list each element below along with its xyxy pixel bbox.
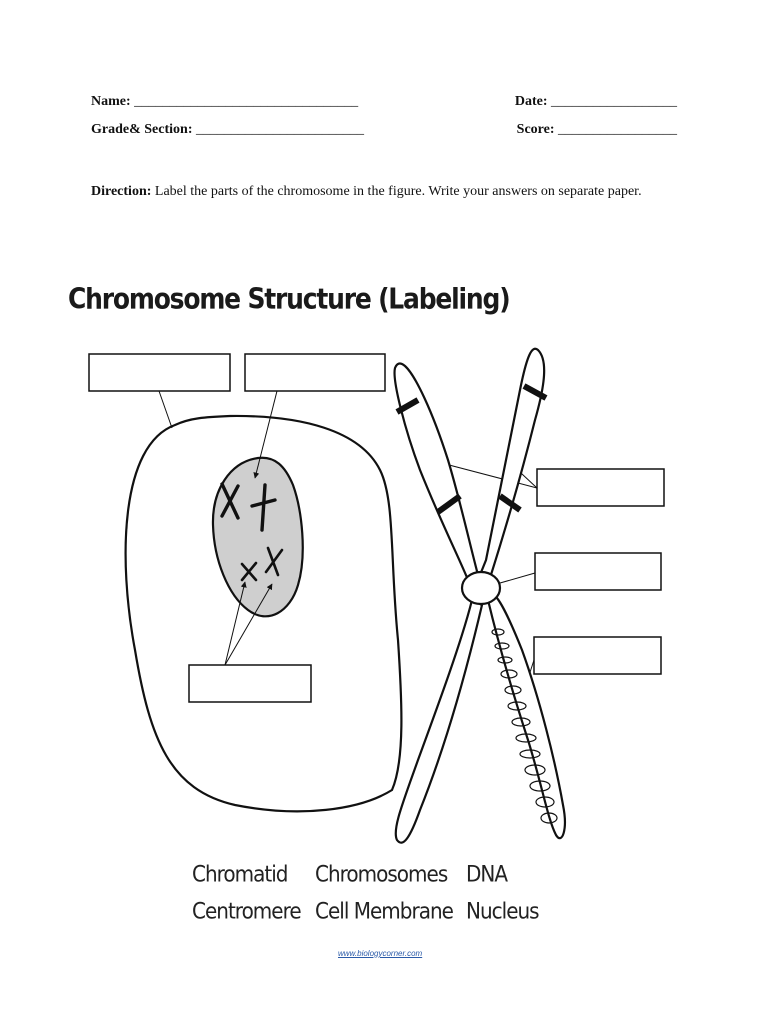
name-label: Name: xyxy=(91,94,131,109)
word-bank-item: Cell Membrane xyxy=(315,897,453,924)
date-line: __________________ xyxy=(551,94,677,109)
word-bank-item: Centromere xyxy=(192,897,301,924)
score-label: Score: xyxy=(516,122,555,137)
word-bank-item: Nucleus xyxy=(466,897,539,924)
chromatid-lower-left xyxy=(396,600,482,843)
label-box-dna[interactable] xyxy=(534,637,661,674)
date-label: Date: xyxy=(514,94,548,109)
word-bank-item: DNA xyxy=(466,860,508,887)
chromatid-right-arm xyxy=(480,349,544,578)
credit-link[interactable]: www.biologycorner.com xyxy=(338,949,423,958)
chromatid-lower-right xyxy=(488,596,565,838)
chromatid-left-arm xyxy=(395,364,478,580)
label-box-chromosomes[interactable] xyxy=(189,665,311,702)
nucleus-shape xyxy=(213,458,303,617)
score-line: _________________ xyxy=(558,122,677,137)
word-bank-item: Chromatid xyxy=(192,860,288,887)
centromere-shape xyxy=(462,572,500,604)
large-chromosome xyxy=(395,349,565,843)
grade-line: ________________________ xyxy=(195,122,364,137)
grade-label: Grade& Section: xyxy=(91,122,193,137)
label-box-chromatid[interactable] xyxy=(537,469,664,506)
diagram-title: Chromosome Structure (Labeling) xyxy=(68,282,510,316)
direction-body: Label the parts of the chromosome in the figure. Write your answers on separate paper. xyxy=(151,184,642,199)
label-box-cell-membrane[interactable] xyxy=(89,354,230,391)
label-box-centromere[interactable] xyxy=(535,553,661,590)
word-bank-item: Chromosomes xyxy=(315,860,448,887)
label-box-nucleus[interactable] xyxy=(245,354,385,391)
name-line: ________________________________ xyxy=(134,94,359,109)
direction-label: Direction: xyxy=(91,184,152,199)
